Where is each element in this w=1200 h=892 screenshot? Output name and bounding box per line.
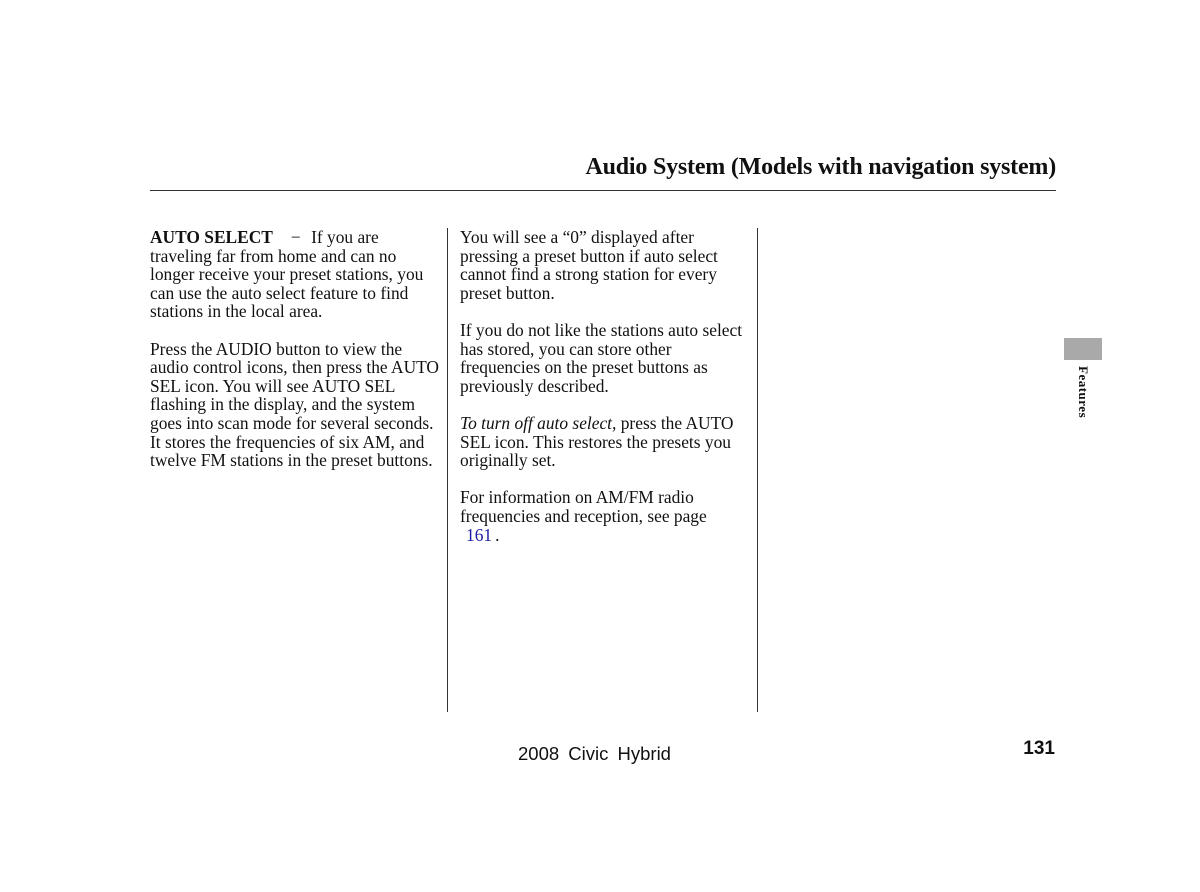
column-1: [150, 228, 440, 488]
auto-select-description: If you are traveling far from home and can no longer receive your preset stations, you can use the auto select feature to find stations in the local area.: [150, 227, 424, 322]
page-title: Audio System (Models with navigation system): [585, 154, 1056, 180]
column-divider-1: [447, 228, 448, 712]
column-divider-2: [757, 228, 758, 712]
reference-text: For information on AM/FM radio frequencies and reception, see page: [460, 487, 707, 526]
footer-model: 2008 Civic Hybrid: [518, 743, 671, 764]
zero-display-paragraph: You will see a “0” displayed after pressing a preset button if auto select cannot find a strong station for every preset button.: [460, 227, 718, 303]
turn-off-text: press the AUTO SEL icon. This restores the presets you originally set.: [460, 412, 734, 471]
store-frequencies-paragraph: If you do not like the stations auto select has stored, you can store other frequencies on the preset buttons as previously described.: [460, 319, 743, 396]
page-number: 131: [1023, 738, 1055, 759]
auto-select-term: AUTO SELECT: [150, 227, 273, 247]
turn-off-paragraph: [460, 414, 752, 470]
auto-select-paragraph: [150, 228, 440, 321]
section-tab-label: Features: [1076, 366, 1091, 419]
audio-button-paragraph: Press the AUDIO button to view the audio control icons, then press the AUTO SEL icon. You will see AUTO SEL flashing in the display, and the system goes into scan mode for several seconds. It stores the frequencies of six AM, and twelve FM stations in the preset buttons.: [150, 338, 439, 471]
title-rule: [150, 190, 1056, 191]
turn-off-lead: To turn off auto select,: [460, 412, 617, 433]
section-tab-marker: [1064, 338, 1102, 360]
column-2: [460, 228, 752, 563]
page-161-link[interactable]: 161: [466, 524, 493, 545]
em-dash: −: [290, 227, 301, 247]
reference-period: .: [495, 524, 500, 545]
reference-paragraph: [460, 488, 752, 544]
